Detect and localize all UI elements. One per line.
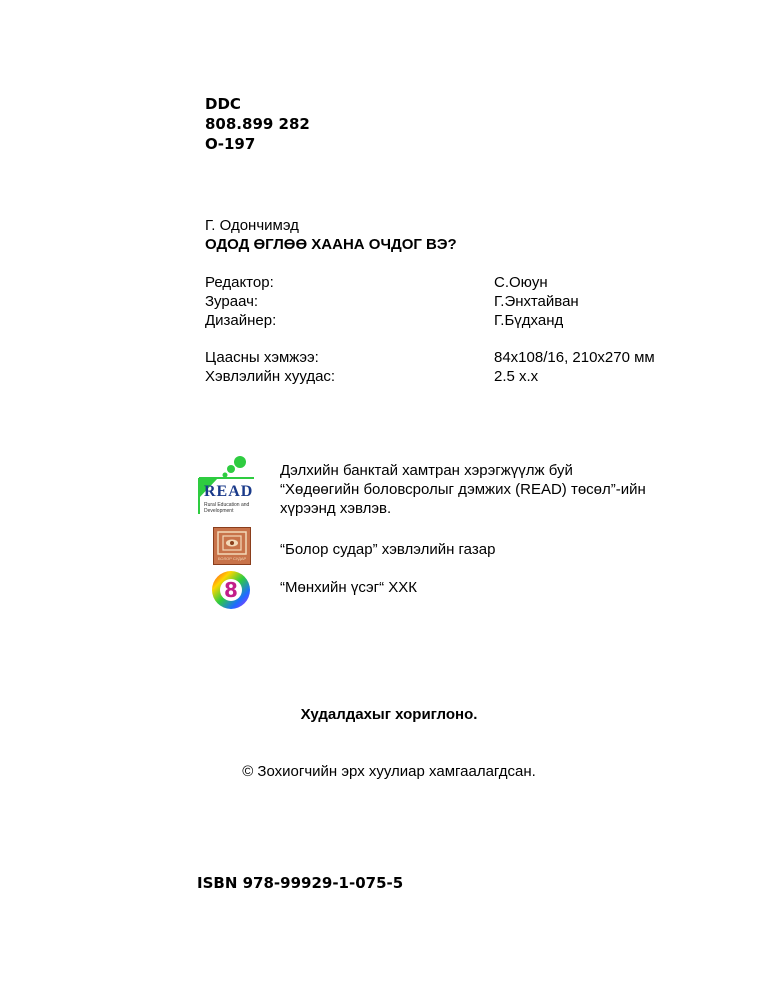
ddc-number: 808.899 282 (205, 115, 310, 133)
sale-prohibited-notice: Худалдахыг хориглоно. (300, 706, 478, 723)
spec-value: 84x108/16, 210x270 мм (494, 349, 655, 366)
read-logo-text: READ (204, 483, 254, 500)
read-line-2: “Хөдөөгийн боловсролыг дэмжих (READ) төсөл”-ийн (280, 481, 646, 498)
monkh-logo-glyph: 8 (224, 578, 238, 602)
credit-value: Г.Энхтайван (494, 293, 579, 310)
isbn-number: ISBN 978-99929-1-075-5 (197, 874, 404, 892)
bolor-sudar-logo (213, 527, 251, 565)
credit-value: Г.Бүдханд (494, 312, 564, 329)
ddc-code: О-197 (205, 135, 256, 153)
spec-label: Цаасны хэмжээ: (205, 349, 319, 366)
credit-label: Редактор: (205, 274, 274, 291)
bolor-sudar-text: “Болор судар” хэвлэлийн газар (280, 541, 496, 558)
spec-label: Хэвлэлийн хуудас: (205, 368, 336, 385)
credit-value: С.Оюун (494, 274, 548, 291)
credit-label: Зураач: (205, 293, 259, 310)
copyright-notice: © Зохиогчийн эрх хуулиар хамгаалагдсан. (242, 763, 536, 780)
credit-label: Дизайнер: (205, 312, 277, 329)
ddc-block (205, 94, 310, 154)
read-line-3: хүрээнд хэвлэв. (280, 500, 392, 517)
monkh-useg-text: “Мөнхийн үсэг“ ХХК (280, 579, 418, 596)
monkh-useg-logo (211, 570, 251, 610)
read-logo (196, 456, 264, 518)
ddc-label: DDC (205, 95, 241, 113)
bolor-logo-caption: БОЛОР СУДАР (217, 556, 247, 561)
book-title: ОДОД ӨГЛӨӨ ХААНА ОЧДОГ ВЭ? (205, 236, 457, 253)
read-logo-subtitle: Rural Education and Development (204, 502, 250, 514)
read-line-1: Дэлхийн банктай хамтран хэрэгжүүлж буй (280, 462, 573, 479)
read-project-text (280, 461, 646, 518)
spec-value: 2.5 х.х (494, 368, 539, 385)
author-name: Г. Одончимэд (205, 217, 299, 234)
